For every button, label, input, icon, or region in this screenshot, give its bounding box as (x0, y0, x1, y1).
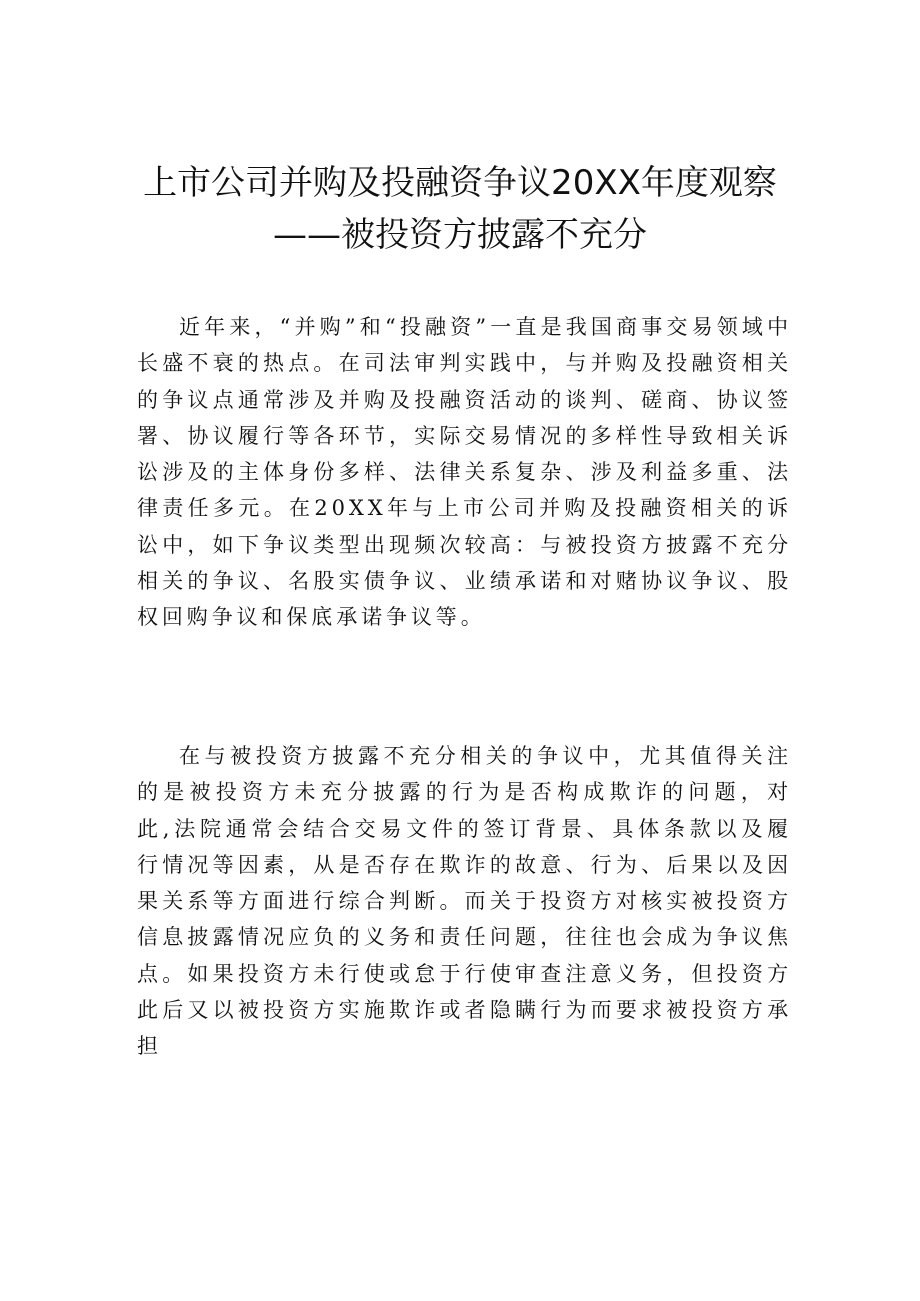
document-subtitle: ——被投资方披露不充分 (273, 215, 647, 255)
body-paragraph-2: 在与被投资方披露不充分相关的争议中，尤其值得关注的是被投资方未充分披露的行为是否构成欺诈的问题，对此,法院通常会结合交易文件的签订背景、具体条款以及履行情况等因素，从是否存在欺诈的故意、行为、后果以及因果关系等方面进行综合判断。而关于投资方对核实被投资方信息披露情况应负的义务和责任问题，往往也会成为争议焦点。如果投资方未行使或怠于行使审查注意义务，但投资方此后又以被投资方实施欺诈或者隐瞒行为而要求被投资方承担 (137, 744, 792, 1059)
document-title: 上市公司并购及投融资争议20XX年度观察 (143, 163, 777, 203)
body-paragraph-1: 近年来，“并购”和“投融资”一直是我国商事交易领域中长盛不衰的热点。在司法审判实践中，与并购及投融资相关的争议点通常涉及并购及投融资活动的谈判、磋商、协议签署、协议履行等各环节，实际交易情况的多样性导致相关诉讼涉及的主体身份多样、法律关系复杂、涉及利益多重、法律责任多元。在20XX年与上市公司并购及投融资相关的诉讼中，如下争议类型出现频次较高：与被投资方披露不充分相关的争议、名股实债争议、业绩承诺和对赌协议争议、股权回购争议和保底承诺争议等。 (137, 315, 792, 630)
